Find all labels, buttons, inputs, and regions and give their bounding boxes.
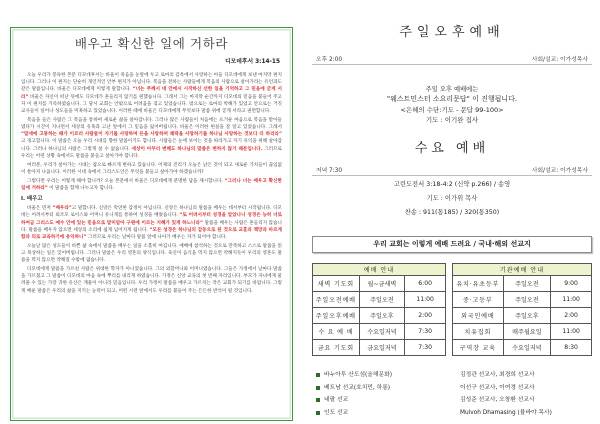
wednesday-service-meta <box>316 165 588 174</box>
sermon-text: 그렇다면 우리는 어떻게 해야 합니까? 오늘 본문에서 바울은 디모데에게 분명한 답을 제시합니다. <box>27 178 225 184</box>
sunday-afternoon-leader: 사회/설교: 이가성목사 <box>531 57 588 63</box>
department-name: 치유집회 <box>453 324 504 340</box>
sermon-section-heading: I. 배우고 <box>21 196 43 203</box>
service-name: 새벽 기도회 <box>313 276 360 292</box>
sermon-text: 고 말합니다. 신앙은 막연한 감정이 아닙니다. 신앙은 하나님의 말씀을 배우는 데서부터 시작됩니다. 디모데는 어려서부터 외조모 로이스와 어머니 유니게를 통하여 성경을 배웠습니다. <box>21 206 282 219</box>
service-name: 주일오후예배 <box>313 308 360 324</box>
scripture-highlight: “그러나 너는 배우고 확신한 일에 거하라” <box>21 178 282 191</box>
department-schedule-table <box>452 263 592 356</box>
catechism-topic: <은혜의 수단:기도 - 문답 99-100> <box>400 105 504 114</box>
sermon-body <box>21 72 282 416</box>
sermon-box <box>10 27 293 421</box>
sermon-text: 그러므로 우리는 어떤 상황 속에서도 말씀을 붙들고 살아가야 합니다. <box>21 146 282 159</box>
sermon-text: 오늘날 많은 성도들이 바쁜 삶 속에서 말씀을 배우는 일을 소홀히 여깁니다. 예배에 참석하는 것으로 만족하고 스스로 말씀을 읽고 묵상하는 일은 잊어버립니다. 그러나 말씀은 우리 영혼의 양식입니다. 육신이 음식을 먹지 않으면 약해지듯이 우리의 영혼도 말씀을 먹지 않으면 약해질 수밖에 없습니다. <box>21 243 282 264</box>
square-bullet-icon <box>316 398 320 402</box>
service-day: 주일오후 <box>359 308 405 324</box>
table-row <box>453 340 592 356</box>
scripture-highlight: “모든 성경은 하나님의 감동으로 된 것으로 교훈과 책망과 바르게 함과 의로 교육하기에 유익하니” <box>21 227 282 241</box>
mission-field: 네팔 선교 <box>324 397 349 403</box>
sermon-text: 여러분, 우리가 살아가는 시대는 참으로 빠르게 변하고 있습니다. 어제의 진리가 오늘은 낡은 것이 되고 새로운 가치들이 끊임없이 쏟아져 나옵니다. 이러한 시대 속에서 그리스도인은 무엇을 붙들고 살아가야 하겠습니까? <box>21 162 282 175</box>
sermon-paragraph <box>21 162 282 176</box>
divider <box>312 64 592 65</box>
mission-item <box>316 383 592 393</box>
service-name: 수 요 예 배 <box>313 324 360 340</box>
scripture-highlight: “너는 주께서 네 안에서 시작하신 선한 일을 기억하고 그 믿음에 굳게 서라” <box>21 87 282 100</box>
department-day: 주일오전 <box>503 292 551 308</box>
mission-item <box>316 408 592 418</box>
service-time: 7:30 <box>405 340 446 356</box>
department-day: 매주월요일 <box>503 324 551 340</box>
sunday-afternoon-time: 오후 2:00 <box>316 57 343 63</box>
mission-item <box>316 370 592 380</box>
sermon-text: 이 말씀을 함께 나누고자 합니다. <box>47 185 115 191</box>
divider <box>312 175 592 176</box>
sunday-afternoon-prayer: 기도 : 이기완 집사 <box>425 116 479 124</box>
worship-mission-banner: 우리 교회는 이렇게 예배 드려요 / 국내·해외 선교지 <box>312 236 592 253</box>
table-row <box>453 308 592 324</box>
square-bullet-icon <box>316 373 320 377</box>
department-name: 유치·유초등부 <box>453 276 504 292</box>
sermon-text: 복음을 들은 사람은 그 복음을 통하여 새로운 삶을 살아갑니다. 그러나 많은 사람들이 처음에는 뜨거운 마음으로 복음을 받아들였다가 시간이 지나면서 세상의 유혹과 고난 앞에서 그 믿음을 잃어버립니다. 바울은 이러한 현실을 잘 알고 있었습니다. 그래서 <box>21 117 282 131</box>
scripture-highlight: “말세에 고통하는 때가 이르러 사람들이 자기를 사랑하며 돈을 사랑하며 쾌락을 사랑하기를 하나님 사랑하는 것보다 더 하리라” <box>21 132 282 138</box>
sermon-text: 바울은 자신이 떠난 뒤에도 디모데가 흔들리지 않기를 원했습니다. 그래서 그는 마지막 순간까지 디모데의 믿음을 붙들어 주고자 이 편지를 기록하였습니다. 그 당시 교회는 안팎으로 어려움을 겪고 있었습니다. 밖으로는 로마의 박해가 있었고 안으로는 거짓 교사들이 일어나 성도들을 미혹하고 있었습니다. 이러한 때에 바울은 디모데에게 무엇보다 말씀 위에 굳게 서라고 권면합니다. <box>21 94 282 115</box>
mission-item <box>316 395 592 405</box>
department-name: 외국인예배 <box>453 308 504 324</box>
service-time: 11:00 <box>405 292 446 308</box>
service-day: 주일오전 <box>359 292 405 308</box>
missionary-names: Mulvoh Dhamasing (뮬바야 목사) <box>460 409 552 416</box>
sermon-paragraph <box>21 205 282 241</box>
table-row <box>313 292 446 308</box>
scripture-highlight: “배우라” <box>52 206 72 212</box>
table-row <box>453 324 592 340</box>
missionary-names: 김성준 선교사, 오창환 선교사 <box>460 397 535 403</box>
wednesday-hymns: 찬송 : 911(통185) / 320(통350) <box>404 209 500 216</box>
scripture-reference: 디모데후서 3:14-15 <box>225 59 280 65</box>
sermon-paragraph <box>21 243 282 265</box>
table-header: 예배 안내 <box>313 264 446 276</box>
department-time: 9:00 <box>551 276 592 292</box>
sermon-paragraph <box>21 266 282 295</box>
service-name: 주일오전예배 <box>313 292 360 308</box>
sunday-afternoon-meta <box>316 54 588 63</box>
service-day: 수요일저녁 <box>359 324 405 340</box>
department-day: 주일오전 <box>503 276 551 292</box>
department-name: 중·고등부 <box>453 292 504 308</box>
sermon-text: 그러므로 우리는 날마다 말씀 앞에 나아가 배우는 자가 되어야 합니다. <box>86 235 227 241</box>
sermon-paragraph <box>21 178 282 192</box>
table-row <box>453 276 592 292</box>
wednesday-scripture: 고린도전서 3:18-4:2 (신약 p.266) / 송영 <box>393 181 511 188</box>
table-row <box>313 276 446 292</box>
department-day: 수요일저녁 <box>503 340 551 356</box>
mission-field: 인도 선교 <box>324 409 349 416</box>
table-row <box>453 292 592 308</box>
worship-schedule-table <box>312 263 446 356</box>
missionary-names: 김정관 선교사, 최경희 선교사 <box>460 372 535 378</box>
sermon-text: 고 경고합니다. 이 말씀은 오늘 우리 시대를 향한 말씀이기도 합니다. 사람들은 눈에 보이는 것을 따라가고 자기 유익을 위해 살아갑니다. 그러나 하나님의 사람은 그렇게 살 수 없습니다. <box>21 139 282 152</box>
table-row <box>313 324 446 340</box>
service-name: 금요 기도회 <box>313 340 360 356</box>
sermon-text: 오늘 우리가 봉독한 본문 디모데후서는 바울이 죽음을 눈앞에 두고 로마의 감옥에서 사랑하는 아들 디모데에게 보낸 마지막 편지입니다. 그러나 이 편지는 단순히 개인적인 안부 편지가 아닙니다. 복음을 전하는 사람들에게 복음의 사람으로 살아가라는 유언과도 같은 말씀입니다. 바울은 디모데에게 이렇게 말합니다. <box>21 73 282 93</box>
sermon-paragraph <box>21 117 282 160</box>
service-time: 2:00 <box>405 308 446 324</box>
department-time: 2:00 <box>551 308 592 324</box>
table-header: 기관예배 안내 <box>453 264 592 276</box>
sunday-afternoon-title: 주일오후예배 <box>399 25 505 40</box>
catechism-notice: "웨스트민스터 소요리문답" 이 진행됩니다. <box>386 95 518 103</box>
missionary-names: 이선구 선교사, 이여경 선교사 <box>460 384 535 391</box>
wednesday-prayer: 기도 : 이가위 목사 <box>426 195 478 202</box>
department-name: 구역장 교육 <box>453 340 504 356</box>
mission-field: 베트남 선교(호치민, 하롱) <box>324 384 391 391</box>
department-time: 11:00 <box>551 292 592 308</box>
sermon-paragraph <box>21 72 282 115</box>
scripture-highlight: “또 어려서부터 성경을 알았나니 성경은 능히 너로 하여금 그리스도 예수 안에 있는 믿음으로 말미암아 구원에 이르는 지혜가 있게 하느니라” <box>21 213 282 226</box>
service-day: 월~금새벽 <box>359 276 405 292</box>
table-row <box>313 308 446 324</box>
table-row <box>313 340 446 356</box>
department-time: 8:30 <box>551 340 592 356</box>
mission-field: 바누아투 산도섬(올해문화) <box>324 372 392 378</box>
wednesday-service-title: 수요 예배 <box>414 141 490 156</box>
sermon-text: 말씀을 배우는 사람은 흔들리지 않습니다. 말씀을 배우지 않으면 세상의 소리에 쉽게 넘어지게 됩니다. <box>21 220 282 233</box>
department-time: 11:00 <box>551 324 592 340</box>
scripture-highlight: 세상이 아무리 변해도 하나님의 말씀은 변하지 않기 때문입니다. <box>131 146 263 152</box>
service-time: 6:00 <box>405 276 446 292</box>
service-day: 금요일저녁 <box>359 340 405 356</box>
sermon-text: 바울은 먼저 <box>27 206 53 212</box>
sermon-text: 디모데에게 말씀을 가르친 사람은 위대한 학자가 아니었습니다. 그의 외할머니와 어머니였습니다. 그들은 가정에서 날마다 말씀을 가르쳤고 그 말씀이 디모데의 마음 속에 뿌리를 내리게 하였습니다. 가정은 신앙 교육의 첫 번째 자리입니다. 부모가 자녀에게 물려줄 수 있는 가장 귀한 유산은 재물이 아니라 믿음입니다. 우리 가정이 말씀을 배우고 가르치는 작은 교회가 되기를 바랍니다. 그렇게 배운 말씀은 우리의 삶을 지키는 능력이 되고, 어떤 시련 앞에서도 우리를 붙들어 주는 든든한 반석이 될 것입니다. <box>21 267 282 294</box>
sermon-title: 배우고 확신한 일에 거하라 <box>74 36 229 51</box>
square-bullet-icon <box>316 411 320 415</box>
sunday-afternoon-intro: 주일 오후 예배에는 <box>425 86 479 93</box>
service-time: 7:30 <box>405 324 446 340</box>
department-day: 주일오후 <box>503 308 551 324</box>
wednesday-service-leader: 사회/설교: 이가성목사 <box>531 168 588 174</box>
wednesday-service-time: 저녁 7:30 <box>316 168 343 174</box>
square-bullet-icon <box>316 386 320 390</box>
